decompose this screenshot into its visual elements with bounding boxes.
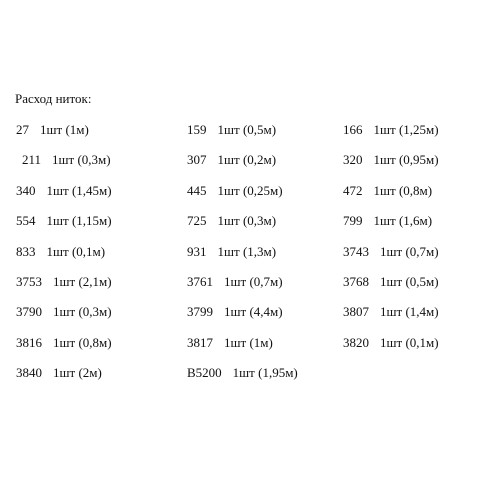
thread-item	[0, 335, 168, 365]
thread-code: 931	[187, 243, 207, 259]
thread-quantity: 1шт (1,15м)	[46, 213, 112, 229]
thread-quantity: 1шт (1м)	[40, 122, 89, 137]
thread-item	[336, 152, 480, 182]
thread-code: 3840	[16, 365, 42, 381]
thread-quantity: 1шт (4,4м)	[224, 304, 283, 320]
thread-item	[336, 335, 480, 365]
thread-code: 3743	[343, 243, 369, 259]
thread-item	[0, 152, 168, 182]
thread-code: 3807	[343, 304, 369, 320]
thread-item	[0, 274, 168, 304]
thread-quantity: 1шт (0,1м)	[46, 243, 106, 259]
thread-consumption-list	[0, 122, 480, 396]
thread-quantity: 1шт (1м)	[224, 334, 273, 350]
thread-code: 833	[16, 243, 36, 259]
thread-item	[336, 122, 480, 152]
thread-quantity: 1шт (1,45м)	[46, 182, 112, 198]
thread-code: 307	[187, 152, 207, 168]
thread-code: 3768	[343, 273, 369, 289]
thread-code: 472	[343, 182, 363, 198]
thread-code: 799	[343, 213, 363, 229]
thread-code: 340	[16, 182, 36, 198]
thread-code: 445	[187, 182, 207, 198]
thread-item	[168, 122, 336, 152]
thread-item	[168, 335, 336, 365]
thread-quantity: 1шт (1,25м)	[373, 122, 439, 137]
thread-code: 3820	[343, 334, 369, 350]
thread-item	[0, 304, 168, 334]
thread-code: 725	[187, 213, 207, 229]
thread-quantity: 1шт (2,1м)	[53, 273, 112, 289]
thread-code: 554	[16, 213, 36, 229]
thread-quantity: 1шт (0,8м)	[373, 182, 433, 198]
thread-code: 27	[16, 122, 29, 137]
document-title: Расход ниток:	[15, 91, 92, 106]
thread-code: 3790	[16, 304, 42, 320]
thread-quantity: 1шт (0,1м)	[380, 334, 439, 350]
thread-quantity: 1шт (0,5м)	[380, 273, 439, 289]
thread-item	[336, 183, 480, 213]
thread-quantity: 1шт (0,3м)	[53, 304, 112, 320]
thread-item	[336, 213, 480, 243]
thread-code: 320	[343, 152, 363, 168]
thread-item	[168, 274, 336, 304]
thread-quantity: 1шт (0,25м)	[217, 182, 283, 198]
thread-item	[0, 365, 168, 395]
thread-quantity: 1шт (0,8м)	[53, 334, 112, 350]
thread-code: B5200	[187, 365, 222, 381]
thread-quantity: 1шт (0,5м)	[217, 122, 277, 137]
thread-quantity: 1шт (1,4м)	[380, 304, 439, 320]
thread-code: 3816	[16, 334, 42, 350]
thread-quantity: 1шт (1,3м)	[217, 243, 277, 259]
thread-item	[168, 365, 336, 395]
thread-quantity: 1шт (0,2м)	[217, 152, 277, 168]
thread-item	[336, 244, 480, 274]
thread-quantity: 1шт (0,3м)	[52, 152, 111, 168]
thread-code: 166	[343, 122, 363, 137]
thread-code: 3753	[16, 273, 42, 289]
thread-quantity: 1шт (2м)	[53, 365, 102, 381]
thread-item	[0, 183, 168, 213]
thread-item	[168, 152, 336, 182]
thread-quantity: 1шт (1,6м)	[373, 213, 433, 229]
thread-item	[0, 122, 168, 152]
thread-item	[336, 304, 480, 334]
thread-code: 3799	[187, 304, 213, 320]
thread-item	[168, 304, 336, 334]
thread-item	[0, 244, 168, 274]
thread-item	[168, 244, 336, 274]
thread-quantity: 1шт (1,95м)	[232, 365, 298, 381]
thread-item	[0, 213, 168, 243]
thread-item	[168, 183, 336, 213]
thread-item	[168, 213, 336, 243]
thread-quantity: 1шт (0,7м)	[224, 273, 283, 289]
thread-item	[336, 274, 480, 304]
thread-quantity: 1шт (0,3м)	[217, 213, 277, 229]
thread-quantity: 1шт (0,7м)	[380, 243, 439, 259]
thread-code: 211	[22, 152, 42, 168]
thread-code: 3817	[187, 334, 213, 350]
thread-quantity: 1шт (0,95м)	[373, 152, 439, 168]
thread-code: 159	[187, 122, 207, 137]
thread-code: 3761	[187, 273, 213, 289]
